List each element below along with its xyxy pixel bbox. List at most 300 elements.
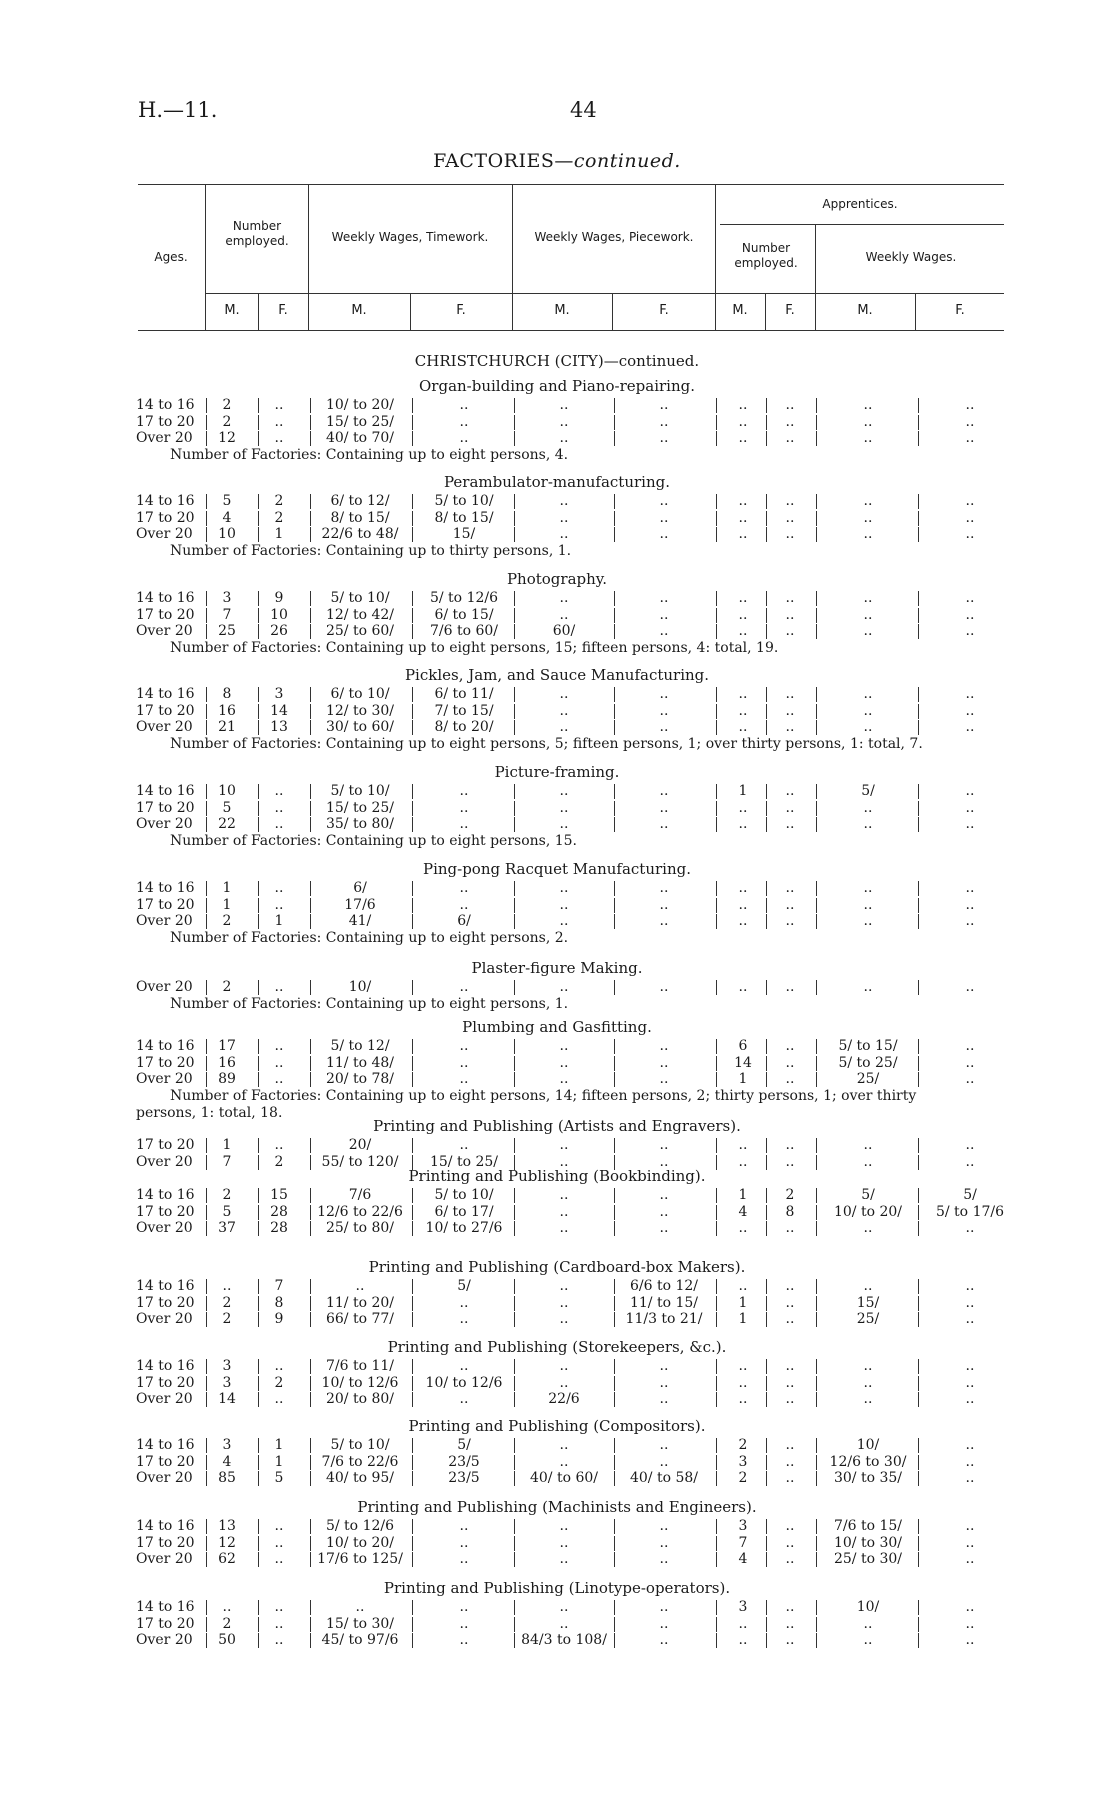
cell-men-employed: 85	[218, 1470, 236, 1486]
cell-apprentice-wages-men: 30/ to 35/	[833, 1470, 903, 1486]
column-divider	[514, 527, 515, 542]
cell-women-employed: ..	[274, 1551, 284, 1567]
column-divider	[766, 624, 767, 639]
column-divider	[206, 1438, 207, 1453]
column-divider	[310, 1376, 311, 1391]
column-divider	[310, 1519, 311, 1534]
column-divider	[918, 1376, 919, 1391]
cell-piecework-women: ..	[659, 880, 669, 896]
column-divider	[514, 624, 515, 639]
cell-piecework-men: ..	[559, 1551, 569, 1567]
cell-timework-women: ..	[459, 1632, 469, 1648]
column-divider	[918, 1455, 919, 1470]
cell-timework-women: 15/ to 25/	[429, 1153, 499, 1170]
column-divider	[258, 1188, 259, 1203]
cell-timework-men: 15/ to 30/	[325, 1615, 395, 1632]
cell-apprentices-women: ..	[785, 719, 795, 735]
column-divider	[918, 914, 919, 929]
section-title: Printing and Publishing (Cardboard-box Makers).	[368, 1258, 746, 1276]
column-divider	[514, 1536, 515, 1551]
table-row	[0, 800, 1114, 817]
column-divider	[918, 431, 919, 446]
cell-apprentices-men: 1	[738, 783, 748, 799]
cell-women-employed: 26	[270, 623, 288, 639]
cell-apprentice-wages-women: 5/	[963, 1187, 977, 1203]
cell-timework-women: ..	[459, 880, 469, 896]
cell-apprentice-wages-women: ..	[965, 1453, 975, 1470]
cell-timework-men: 12/ to 42/	[325, 606, 395, 623]
cell-age: 14 to 16	[136, 1437, 195, 1453]
cell-timework-women: 5/ to 12/6	[429, 590, 499, 606]
column-divider	[412, 1279, 413, 1294]
column-divider	[310, 591, 311, 606]
column-divider	[310, 801, 311, 816]
column-divider	[412, 801, 413, 816]
document-reference: H.—11.	[138, 98, 218, 122]
cell-apprentices-women: ..	[785, 1551, 795, 1567]
cell-piecework-men: ..	[559, 590, 569, 606]
column-divider	[918, 398, 919, 413]
cell-women-employed: 2	[274, 1153, 284, 1170]
column-divider	[514, 431, 515, 446]
column-divider	[918, 784, 919, 799]
cell-apprentices-women: ..	[785, 430, 795, 446]
column-divider	[206, 1279, 207, 1294]
column-divider	[766, 511, 767, 526]
cell-piecework-women: 11/ to 15/	[629, 1294, 699, 1311]
col-apprentices: Apprentices.	[822, 197, 898, 211]
column-divider	[310, 980, 311, 995]
cell-timework-women: 5/	[457, 1278, 471, 1294]
cell-piecework-women: ..	[659, 1203, 669, 1220]
column-divider	[258, 687, 259, 702]
cell-apprentices-men: ..	[738, 979, 748, 995]
cell-timework-men: 6/	[353, 880, 367, 896]
table-row	[0, 913, 1114, 930]
column-divider	[716, 1056, 717, 1071]
cell-timework-men: 5/ to 10/	[330, 1437, 390, 1453]
cell-women-employed: ..	[274, 1599, 284, 1615]
column-divider	[412, 1455, 413, 1470]
cell-apprentice-wages-women: ..	[965, 1137, 975, 1153]
cell-timework-women: ..	[459, 1038, 469, 1054]
column-divider	[816, 511, 817, 526]
cell-piecework-men: ..	[559, 913, 569, 929]
cell-timework-men: 10/	[348, 979, 372, 995]
cell-timework-men: 6/ to 10/	[330, 686, 390, 702]
cell-apprentices-women: ..	[785, 1153, 795, 1170]
section-title: Printing and Publishing (Linotype-operators).	[383, 1579, 731, 1597]
cell-age: 14 to 16	[136, 1278, 195, 1294]
cell-apprentices-women: ..	[785, 606, 795, 623]
cell-women-employed: 2	[274, 493, 284, 509]
column-divider	[258, 511, 259, 526]
section-title: Photography.	[506, 570, 608, 588]
cell-apprentice-wages-women: ..	[965, 430, 975, 446]
column-divider	[918, 1359, 919, 1374]
cell-timework-women: 10/ to 12/6	[425, 1374, 503, 1391]
cell-apprentices-women: ..	[785, 1391, 795, 1407]
column-divider	[816, 527, 817, 542]
cell-piecework-men: ..	[559, 1294, 569, 1311]
column-divider	[614, 784, 615, 799]
cell-apprentice-wages-women: ..	[965, 1294, 975, 1311]
cell-piecework-men: ..	[559, 1453, 569, 1470]
column-divider	[412, 1039, 413, 1054]
cell-apprentice-wages-men: ..	[863, 430, 873, 446]
sub-m: M.	[224, 303, 240, 318]
cell-apprentices-women: ..	[785, 880, 795, 896]
column-divider	[766, 1056, 767, 1071]
title-continued: continued.	[573, 150, 681, 172]
column-divider	[918, 1471, 919, 1486]
cell-apprentices-women: ..	[785, 1220, 795, 1236]
column-divider	[258, 801, 259, 816]
cell-timework-women: ..	[459, 1551, 469, 1567]
cell-piecework-women: ..	[659, 1534, 669, 1551]
cell-piecework-men: 84/3 to 108/	[521, 1632, 607, 1648]
column-divider	[614, 1633, 615, 1648]
cell-age: 17 to 20	[136, 1374, 195, 1391]
column-divider	[614, 415, 615, 430]
column-divider	[206, 898, 207, 913]
column-divider	[258, 1138, 259, 1153]
cell-piecework-men: ..	[559, 1153, 569, 1170]
column-divider	[206, 1205, 207, 1220]
column-divider	[412, 1205, 413, 1220]
cell-age: 17 to 20	[136, 606, 195, 623]
cell-piecework-men: 60/	[552, 623, 576, 639]
cell-women-employed: 1	[274, 913, 284, 929]
column-divider	[918, 608, 919, 623]
sub-f: F.	[785, 303, 795, 318]
cell-apprentice-wages-men: ..	[863, 686, 873, 702]
cell-men-employed: 25	[218, 623, 236, 639]
cell-women-employed: ..	[274, 896, 284, 913]
cell-apprentice-wages-men: ..	[863, 1615, 873, 1632]
cell-age: 17 to 20	[136, 1615, 195, 1632]
column-divider	[258, 1455, 259, 1470]
cell-timework-men: 11/ to 48/	[325, 1054, 395, 1071]
cell-apprentices-women: ..	[785, 397, 795, 413]
column-divider	[206, 1359, 207, 1374]
cell-apprentices-men: ..	[738, 623, 748, 639]
cell-apprentice-wages-women: ..	[965, 1518, 975, 1534]
column-divider	[766, 415, 767, 430]
cell-timework-men: 20/	[348, 1137, 372, 1153]
column-divider	[258, 1221, 259, 1236]
cell-piecework-men: ..	[559, 686, 569, 702]
cell-apprentice-wages-men: ..	[863, 1278, 873, 1294]
column-divider	[716, 1455, 717, 1470]
cell-timework-women: 23/5	[448, 1470, 480, 1486]
table-row	[0, 719, 1114, 736]
cell-apprentices-women: ..	[785, 1294, 795, 1311]
column-divider	[514, 881, 515, 896]
cell-men-employed: 14	[218, 1391, 236, 1407]
column-divider	[766, 1617, 767, 1632]
cell-piecework-women: ..	[659, 719, 669, 735]
section-title: Printing and Publishing (Storekeepers, &c.).	[387, 1338, 727, 1356]
table-row	[0, 1599, 1114, 1616]
column-divider	[412, 1138, 413, 1153]
column-divider	[918, 704, 919, 719]
section-title: Printing and Publishing (Artists and Engravers).	[373, 1117, 741, 1135]
cell-apprentices-men: 3	[738, 1518, 748, 1534]
column-divider	[206, 980, 207, 995]
cell-apprentices-men: 1	[738, 1311, 748, 1327]
cell-women-employed: 9	[274, 1311, 284, 1327]
column-divider	[258, 1392, 259, 1407]
cell-apprentices-men: ..	[738, 719, 748, 735]
column-divider	[258, 1438, 259, 1453]
cell-piecework-women: 40/ to 58/	[629, 1470, 699, 1486]
cell-apprentices-men: ..	[738, 1220, 748, 1236]
cell-timework-men: 7/6 to 11/	[325, 1358, 395, 1374]
column-divider	[514, 1279, 515, 1294]
table-row	[0, 1535, 1114, 1552]
cell-apprentices-women: ..	[785, 816, 795, 832]
cell-apprentices-women: ..	[785, 1615, 795, 1632]
column-divider	[766, 898, 767, 913]
cell-piecework-men: ..	[559, 1437, 569, 1453]
cell-apprentice-wages-women: ..	[965, 606, 975, 623]
cell-women-employed: ..	[274, 1358, 284, 1374]
column-divider	[258, 704, 259, 719]
column-divider	[816, 817, 817, 832]
column-divider	[412, 1072, 413, 1087]
column-divider	[816, 1536, 817, 1551]
column-divider	[918, 1600, 919, 1615]
column-divider	[614, 1438, 615, 1453]
cell-piecework-men: ..	[559, 1534, 569, 1551]
cell-piecework-men: ..	[559, 1278, 569, 1294]
cell-apprentices-women: ..	[785, 1038, 795, 1054]
column-divider	[716, 801, 717, 816]
column-divider	[412, 431, 413, 446]
cell-women-employed: ..	[274, 1137, 284, 1153]
cell-age: 14 to 16	[136, 397, 195, 413]
column-divider	[206, 398, 207, 413]
sub-f: F.	[278, 303, 288, 318]
table-row	[0, 1220, 1114, 1237]
cell-apprentice-wages-men: ..	[863, 880, 873, 896]
cell-timework-women: ..	[459, 1311, 469, 1327]
column-divider	[716, 1072, 717, 1087]
cell-apprentice-wages-men: ..	[863, 979, 873, 995]
column-divider	[766, 1279, 767, 1294]
column-divider	[816, 1392, 817, 1407]
cell-piecework-women: ..	[659, 413, 669, 430]
cell-apprentice-wages-men: ..	[863, 606, 873, 623]
cell-piecework-women: ..	[659, 1615, 669, 1632]
cell-timework-women: 15/	[452, 526, 476, 542]
factories-note: Number of Factories: Containing up to thirty persons, 1.	[170, 542, 572, 559]
column-divider	[258, 784, 259, 799]
cell-timework-women: ..	[459, 1358, 469, 1374]
column-divider	[918, 720, 919, 735]
cell-piecework-women: ..	[659, 1453, 669, 1470]
cell-timework-women: ..	[459, 799, 469, 816]
cell-women-employed: ..	[274, 1391, 284, 1407]
column-divider	[614, 1392, 615, 1407]
cell-timework-women: 6/ to 11/	[434, 686, 494, 702]
column-divider	[206, 1221, 207, 1236]
cell-apprentices-men: ..	[738, 1391, 748, 1407]
column-divider	[258, 527, 259, 542]
cell-apprentices-men: ..	[738, 880, 748, 896]
column-divider	[412, 608, 413, 623]
cell-timework-men: 12/6 to 22/6	[317, 1203, 403, 1220]
cell-apprentices-men: ..	[738, 397, 748, 413]
column-divider	[766, 591, 767, 606]
cell-apprentices-women: ..	[785, 1599, 795, 1615]
column-divider	[514, 398, 515, 413]
cell-apprentices-men: ..	[738, 1358, 748, 1374]
column-divider	[816, 1519, 817, 1534]
column-divider	[206, 784, 207, 799]
column-divider	[816, 1376, 817, 1391]
cell-apprentices-women: ..	[785, 979, 795, 995]
cell-timework-men: 7/6 to 22/6	[321, 1453, 399, 1470]
cell-men-employed: 1	[222, 896, 232, 913]
cell-apprentices-women: 8	[785, 1203, 795, 1220]
cell-piecework-men: ..	[559, 606, 569, 623]
column-divider	[258, 1039, 259, 1054]
col-ages: Ages.	[154, 250, 188, 264]
column-divider	[918, 591, 919, 606]
column-divider	[716, 704, 717, 719]
cell-timework-women: 8/ to 20/	[434, 719, 494, 735]
cell-apprentice-wages-women: ..	[965, 702, 975, 719]
cell-age: Over 20	[136, 1632, 193, 1648]
column-divider	[716, 624, 717, 639]
cell-men-employed: 13	[218, 1518, 236, 1534]
cell-piecework-women: ..	[659, 913, 669, 929]
table-row	[0, 1278, 1114, 1295]
cell-apprentices-men: 3	[738, 1453, 748, 1470]
cell-timework-men: 12/ to 30/	[325, 702, 395, 719]
column-divider	[258, 1072, 259, 1087]
column-divider	[816, 494, 817, 509]
sub-f: F.	[659, 303, 669, 318]
column-divider	[614, 1188, 615, 1203]
column-divider	[614, 1471, 615, 1486]
column-divider	[412, 1221, 413, 1236]
column-divider	[206, 1072, 207, 1087]
table-row	[0, 1391, 1114, 1408]
cell-women-employed: 7	[274, 1278, 284, 1294]
cell-timework-men: 10/ to 12/6	[321, 1374, 399, 1391]
column-divider	[206, 1312, 207, 1327]
column-divider	[918, 881, 919, 896]
cell-apprentices-men: ..	[738, 702, 748, 719]
cell-apprentice-wages-men: ..	[863, 896, 873, 913]
table-row	[0, 1551, 1114, 1568]
cell-age: 17 to 20	[136, 1054, 195, 1071]
cell-age: Over 20	[136, 430, 193, 446]
cell-piecework-women: ..	[659, 1220, 669, 1236]
column-divider	[514, 494, 515, 509]
cell-timework-women: ..	[459, 413, 469, 430]
cell-apprentice-wages-women: ..	[965, 1038, 975, 1054]
column-divider	[766, 784, 767, 799]
column-divider	[716, 881, 717, 896]
column-divider	[514, 608, 515, 623]
table-row	[0, 979, 1114, 996]
cell-piecework-women: ..	[659, 1518, 669, 1534]
column-divider	[310, 704, 311, 719]
cell-timework-women: ..	[459, 816, 469, 832]
cell-timework-men: 15/ to 25/	[325, 413, 395, 430]
column-divider	[918, 511, 919, 526]
column-divider	[310, 720, 311, 735]
column-divider	[816, 1188, 817, 1203]
cell-piecework-men: 22/6	[548, 1391, 580, 1407]
cell-apprentices-women: ..	[785, 509, 795, 526]
column-divider	[310, 817, 311, 832]
cell-piecework-men: ..	[559, 816, 569, 832]
column-divider	[614, 914, 615, 929]
column-divider	[614, 1359, 615, 1374]
cell-timework-men: 25/ to 60/	[325, 623, 395, 639]
column-divider	[258, 1056, 259, 1071]
cell-apprentices-women: ..	[785, 526, 795, 542]
cell-apprentice-wages-women: ..	[965, 1551, 975, 1567]
column-divider	[310, 784, 311, 799]
column-divider	[918, 1296, 919, 1311]
column-divider	[514, 817, 515, 832]
cell-apprentice-wages-women: ..	[965, 1071, 975, 1087]
column-divider	[514, 914, 515, 929]
column-divider	[514, 720, 515, 735]
column-divider	[716, 591, 717, 606]
cell-timework-men: 30/ to 60/	[325, 719, 395, 735]
table-row	[0, 510, 1114, 527]
column-divider	[412, 817, 413, 832]
column-divider	[816, 881, 817, 896]
column-divider	[816, 1072, 817, 1087]
cell-women-employed: ..	[274, 430, 284, 446]
column-divider	[614, 704, 615, 719]
cell-piecework-men: ..	[559, 799, 569, 816]
column-divider	[258, 398, 259, 413]
cell-age: 17 to 20	[136, 1137, 195, 1153]
cell-piecework-men: ..	[559, 413, 569, 430]
column-divider	[816, 1312, 817, 1327]
cell-apprentices-women: ..	[785, 783, 795, 799]
column-divider	[766, 1536, 767, 1551]
column-divider	[614, 1039, 615, 1054]
column-divider	[514, 591, 515, 606]
cell-timework-men: 22/6 to 48/	[321, 526, 399, 542]
column-divider	[614, 1455, 615, 1470]
cell-apprentices-women: ..	[785, 702, 795, 719]
column-divider	[816, 1552, 817, 1567]
column-divider	[206, 687, 207, 702]
cell-apprentice-wages-men: ..	[863, 509, 873, 526]
column-divider	[258, 881, 259, 896]
cell-women-employed: ..	[274, 1518, 284, 1534]
cell-age: Over 20	[136, 1470, 193, 1486]
cell-timework-men: 55/ to 120/	[321, 1153, 399, 1170]
cell-apprentice-wages-women: ..	[965, 799, 975, 816]
column-divider	[310, 1471, 311, 1486]
cell-men-employed: 3	[222, 1358, 232, 1374]
cell-apprentices-men: 1	[738, 1187, 748, 1203]
column-divider	[412, 1552, 413, 1567]
cell-timework-men: 10/ to 20/	[325, 397, 395, 413]
